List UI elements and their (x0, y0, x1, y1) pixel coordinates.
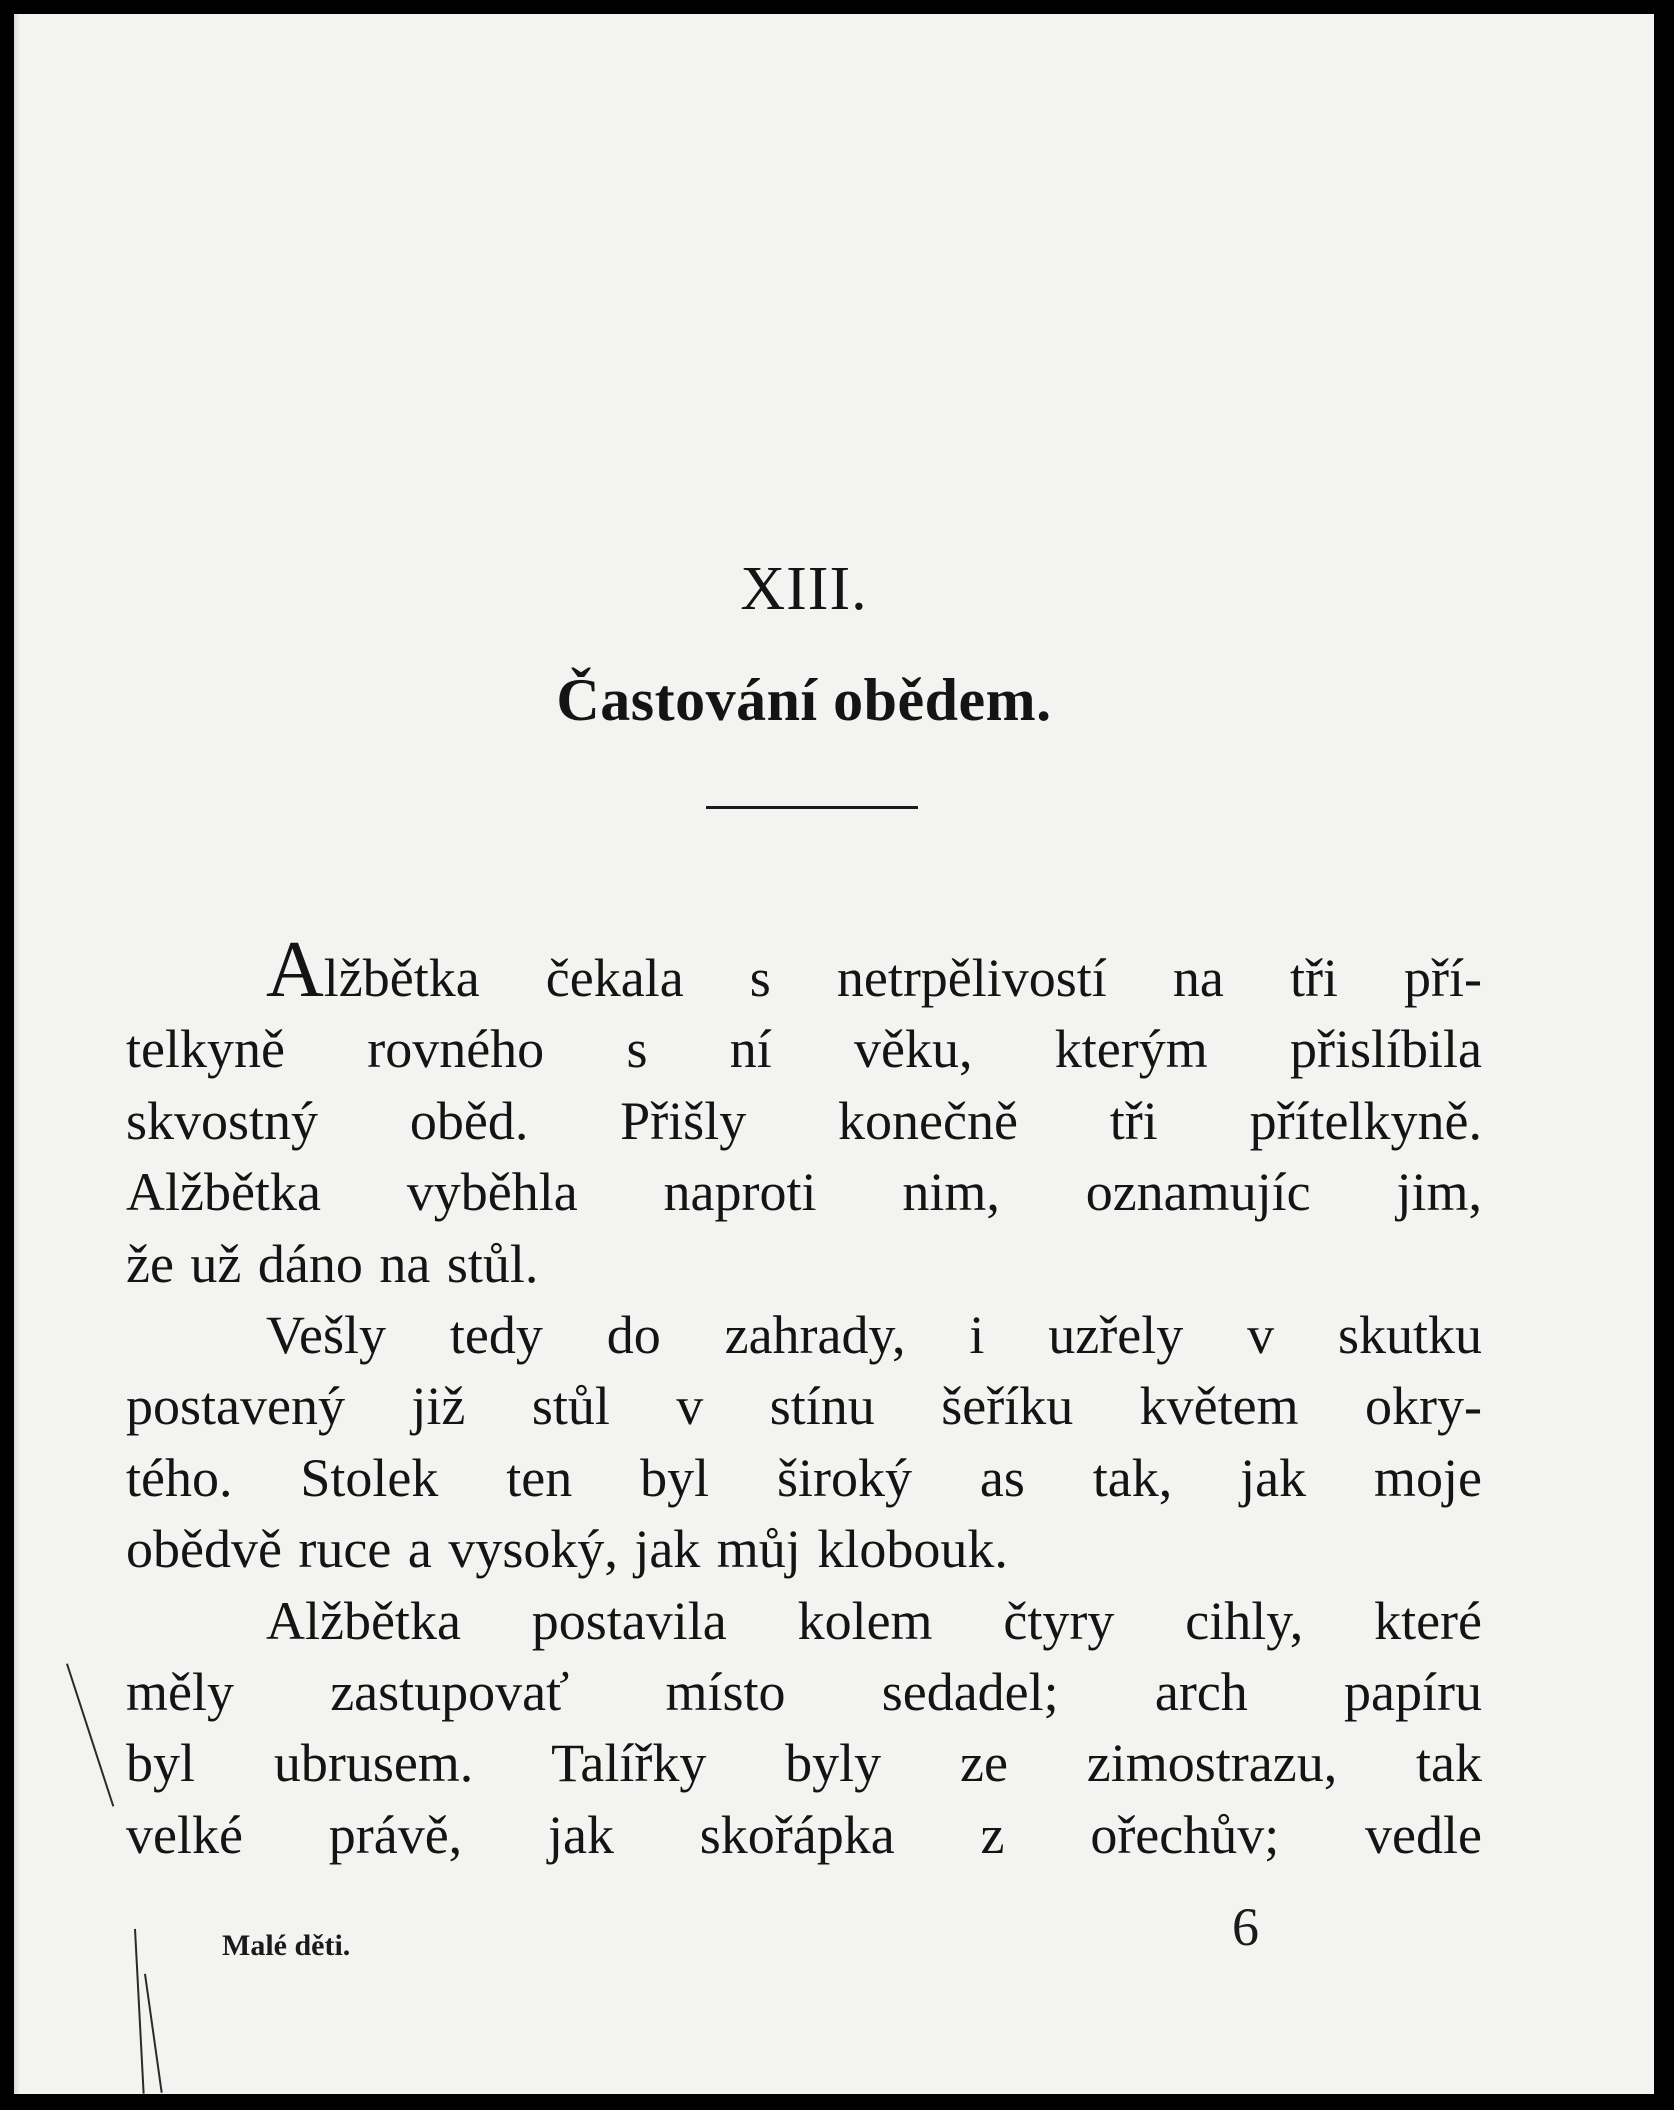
chapter-title: Častování obědem. (556, 667, 1052, 733)
text-line (126, 926, 1482, 1014)
chapter-body (126, 926, 1482, 1871)
paragraph-2 (126, 1300, 1482, 1586)
text-line: Alžbětka vyběhla naproti nim, oznamujíc jim, (126, 1162, 1482, 1223)
scan-artifact-line (144, 1974, 163, 2093)
chapter-number: XIII. (740, 555, 868, 623)
text-line: že už dáno na stůl. (126, 1233, 539, 1294)
text-line: velké právě, jak skořápka z ořechův; vedle (126, 1804, 1482, 1865)
page-gutter-shade (14, 14, 20, 2094)
footer-signature-mark: 6 (1232, 1897, 1259, 1957)
paragraph-1 (126, 926, 1482, 1300)
paragraph-3 (126, 1586, 1482, 1872)
text-line: obědvě ruce a vysoký, jak můj klobouk. (126, 1519, 1008, 1580)
text-line: postavený již stůl v stínu šeříku květem okry- (126, 1376, 1482, 1437)
book-page (14, 14, 1654, 2094)
text-line: Alžbětka postavila kolem čtyry cihly, které (266, 1590, 1482, 1651)
text-line: skvostný oběd. Přišly konečně tři přítelkyně. (126, 1090, 1482, 1151)
text-line: byl ubrusem. Talířky byly ze zimostrazu, tak (126, 1733, 1482, 1794)
text-line: měly zastupovať místo sedadel; arch papíru (126, 1662, 1482, 1723)
scan-artifact-line (66, 1663, 114, 1806)
text-line: telkyně rovného s ní věku, kterým přislíbila (126, 1019, 1482, 1080)
text-line: tého. Stolek ten byl široký as tak, jak moje (126, 1447, 1482, 1508)
text-line-rest: lžbětka čekala s netrpělivostí na tři pří- (323, 948, 1482, 1008)
text-line: Vešly tedy do zahrady, i uzřely v skutku (266, 1305, 1482, 1366)
footer-signature: Malé děti. (222, 1929, 351, 1962)
title-divider (706, 806, 918, 809)
scan-artifact-line (134, 1929, 145, 2094)
drop-cap: A (266, 926, 324, 1014)
